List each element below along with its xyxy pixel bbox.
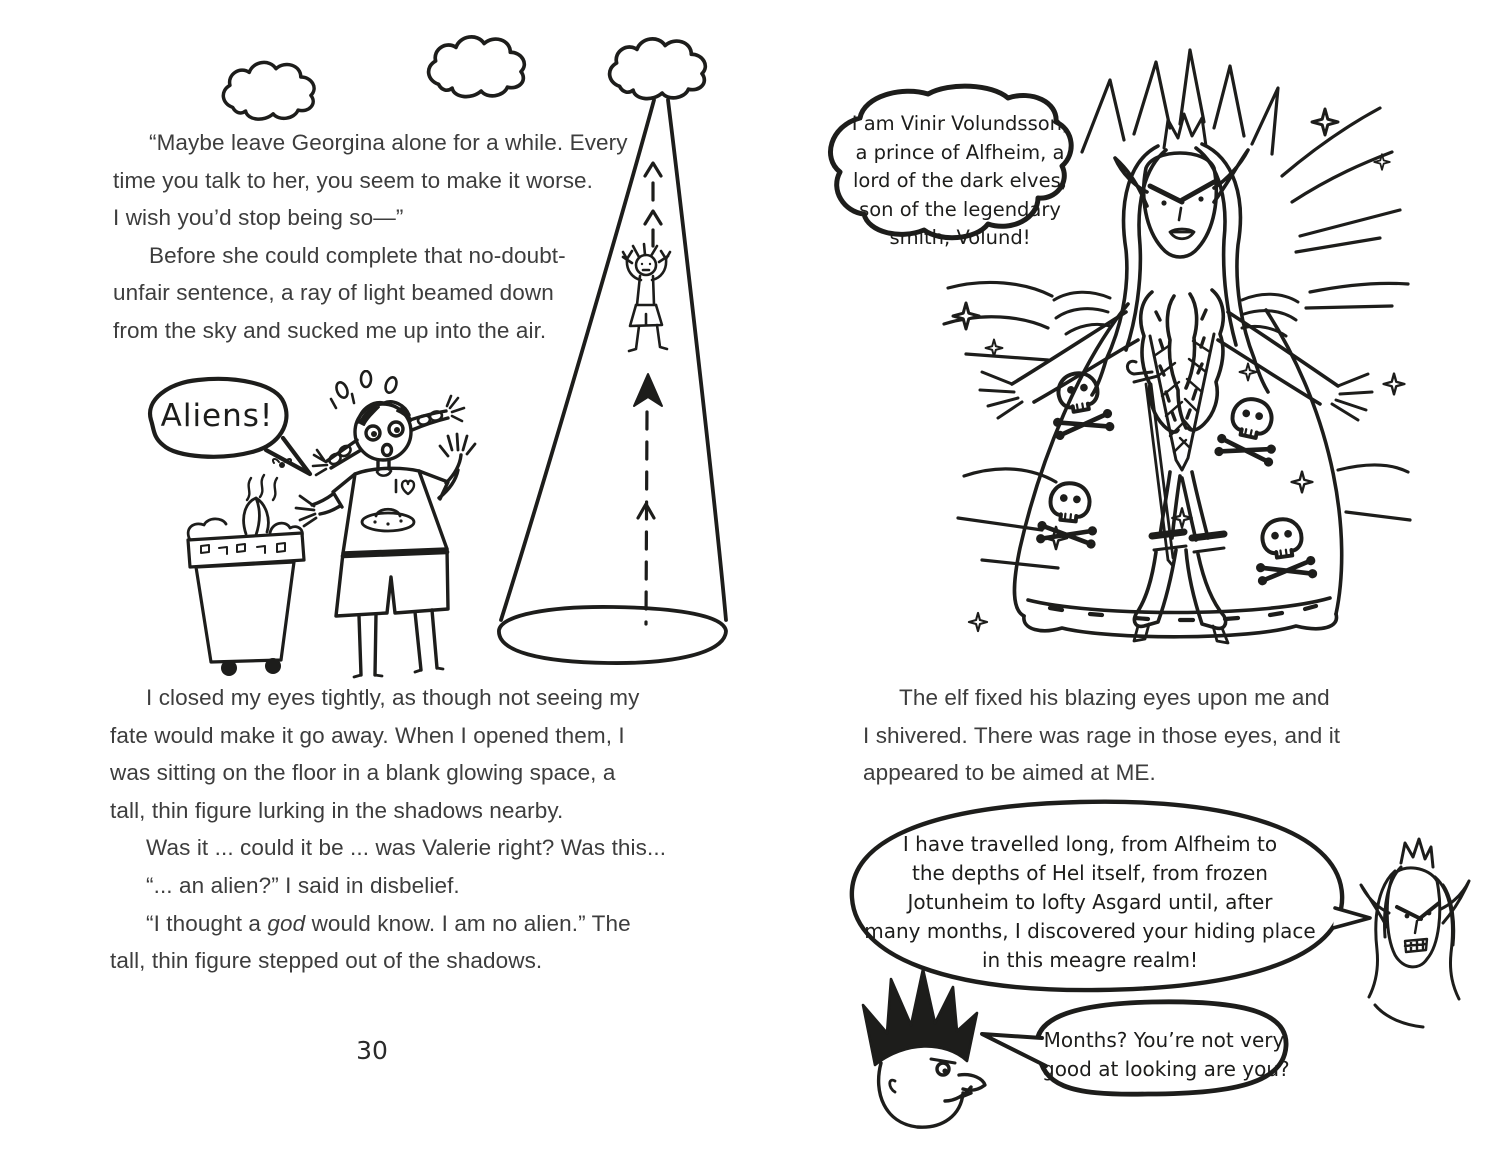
story-text-line: Before she could complete that no-doubt- (149, 242, 566, 268)
story-text-line: I closed my eyes tightly, as though not seeing my (146, 685, 640, 710)
story-text-line: I wish you’d stop being so—” (113, 205, 404, 231)
story-text-line: unfair sentence, a ray of light beamed down (113, 280, 554, 306)
left-paragraph-2 (110, 679, 675, 980)
story-text-line: I shivered. There was rage in those eyes, and it (863, 722, 1341, 748)
elf-face-drawing (1361, 839, 1469, 1027)
left-paragraph-1 (113, 124, 658, 350)
girl-drawing (296, 371, 475, 677)
travel-bubble-text: I have travelled long, from Alfheim to the depths of Hel itself, from frozen Jotunheim to lofty Asgard until, after many months, I discovered your hiding place in this meagre realm! (864, 832, 1316, 972)
page-number: 30 (356, 1036, 388, 1065)
story-text-line: Was it ... could it be ... was Valerie right? Was this... (146, 835, 667, 861)
boy-drawing (863, 969, 985, 1127)
story-text-line: The elf fixed his blazing eyes upon me and (899, 685, 1330, 710)
right-paragraph (863, 679, 1343, 792)
elf-intro-bubble-text: I am Vinir Volundsson, a prince of Alfheim, a lord of the dark elves, son of the legendary smith, Volund! (851, 112, 1069, 249)
story-text-line: tall, thin figure lurking in the shadows nearby. (110, 797, 564, 823)
trash-can-drawing (188, 459, 304, 676)
story-text-line: “I thought a god would know. I am no alien.” The (146, 910, 631, 936)
months-bubble-text: Months? You’re not very good at looking are you? (1042, 1028, 1290, 1081)
aliens-bubble-text: Aliens! (160, 398, 274, 434)
story-text-line: was sitting on the floor in a blank glowing space, a (110, 760, 616, 786)
story-text-line: time you talk to her, you seem to make it worse. (113, 167, 594, 193)
story-text-line: appeared to be aimed at ME. (863, 760, 1156, 786)
story-text-line: “... an alien?” I said in disbelief. (146, 872, 460, 898)
story-text-line: tall, thin figure stepped out of the shadows. (110, 948, 543, 974)
story-text-line: fate would make it go away. When I opened them, I (110, 722, 625, 748)
story-text-line: “Maybe leave Georgina alone for a while. Every (149, 130, 628, 155)
cloud-drawing (223, 37, 705, 119)
story-text-line: from the sky and sucked me up into the air. (113, 317, 547, 343)
